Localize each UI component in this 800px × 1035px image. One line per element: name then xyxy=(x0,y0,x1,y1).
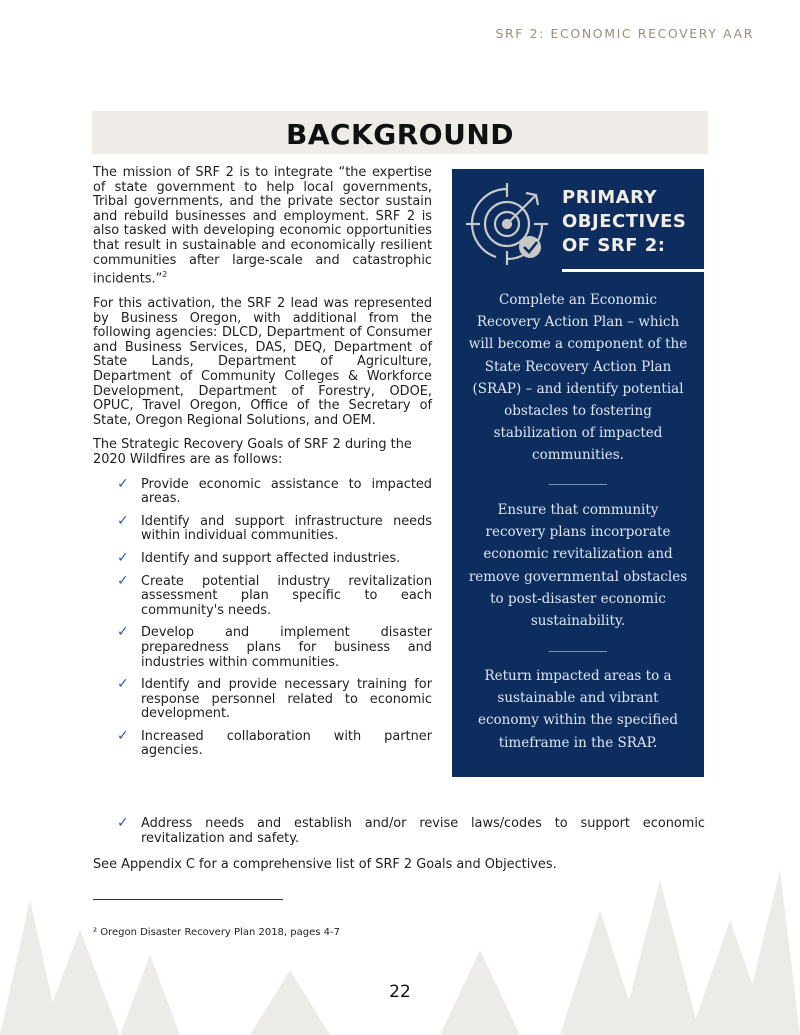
footnote-ref: 2 xyxy=(162,270,168,280)
list-item: ✓ Provide economic assistance to impacted areas. xyxy=(117,475,432,507)
list-item: ✓ Address needs and establish and/or revise laws/codes to support economic revitalization and safety. xyxy=(117,815,705,846)
divider xyxy=(549,651,607,652)
checkmark-icon: ✓ xyxy=(117,549,129,566)
objective-item: Return impacted areas to a sustainable and vibrant economy within the specified timeframe in the SRAP. xyxy=(478,668,678,751)
checkmark-icon: ✓ xyxy=(117,475,129,492)
objectives-panel xyxy=(452,169,704,777)
checkmark-icon: ✓ xyxy=(117,676,129,693)
target-icon xyxy=(466,183,548,265)
page-title: BACKGROUND xyxy=(285,118,514,151)
objectives-title: PRIMARY OBJECTIVES OF SRF 2: xyxy=(562,187,687,256)
divider xyxy=(549,484,607,485)
list-item: ✓ Identify and provide necessary training for response personnel related to economic development. xyxy=(117,676,432,722)
wide-section xyxy=(93,817,705,873)
list-item: ✓ Identify and support infrastructure needs within individual communities. xyxy=(117,512,432,544)
list-item: ✓ Create potential industry revitalization assessment plan specific to each community's needs. xyxy=(117,572,432,618)
left-column xyxy=(93,166,432,767)
checkmark-icon: ✓ xyxy=(117,572,129,589)
checkmark-icon: ✓ xyxy=(117,815,129,831)
mission-paragraph: The mission of SRF 2 is to integrate “the expertise of state government to help local governments, Tribal governments, and the private sector sustain and rebuild businesses and employment. SRF 2 is also tasked with developing economic opportunities that result in sustainable and economically resilient communities after large-scale and catastrophic incidents.”$^2$ xyxy=(93,165,432,287)
footnote: ² Oregon Disaster Recovery Plan 2018, pages 4-7 xyxy=(93,927,340,938)
list-item: ✓ Increased collaboration with partner agencies. xyxy=(117,727,432,759)
checkmark-icon: ✓ xyxy=(117,624,129,641)
list-item: ✓ Identify and support affected industries. xyxy=(117,549,401,566)
objective-item: Complete an Economic Recovery Action Plan – which will become a component of the State Recovery Action Plan (SRAP) – and identify potential obstacles to fostering stabilization of impacted communities. xyxy=(468,292,688,464)
title-underline xyxy=(562,269,704,272)
checkmark-icon: ✓ xyxy=(117,727,129,744)
page-number: 22 xyxy=(389,982,411,1002)
checkmark-icon: ✓ xyxy=(117,512,129,529)
goals-list xyxy=(93,475,432,760)
appendix-note: See Appendix C for a comprehensive list of SRF 2 Goals and Objectives. xyxy=(93,857,557,873)
footnote-rule xyxy=(93,899,283,900)
objective-item: Ensure that community recovery plans incorporate economic revitalization and remove governmental obstacles to post-disaster economic sustainability. xyxy=(468,502,688,630)
activation-paragraph: For this activation, the SRF 2 lead was represented by Business Oregon, with additional from the following agencies: DLCD, Department of Consumer and Business Services, DAS, DEQ, Department of State Lands, Department of Agriculture, Department of Community Colleges & Workforce Development, Department of Forestry, ODOE, OPUC, Travel Oregon, Office of the Secretary of State, Oregon Regional Solutions, and OEM. xyxy=(93,296,432,428)
title-band xyxy=(92,111,708,154)
running-header: SRF 2: ECONOMIC RECOVERY AAR xyxy=(495,26,754,41)
forest-background xyxy=(0,857,800,1035)
goals-intro: The Strategic Recovery Goals of SRF 2 during the 2020 Wildfires are as follows: xyxy=(93,437,412,467)
list-item: ✓ Develop and implement disaster preparedness plans for business and industries within communities. xyxy=(117,624,432,670)
